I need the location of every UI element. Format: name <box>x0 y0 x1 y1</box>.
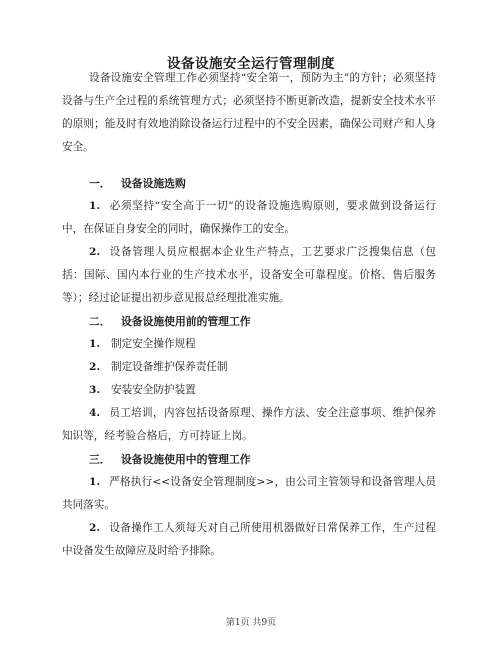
item-text: 严格执行<<设备安全管理制度>>，由公司主管领导和设备管理人员共同落实。 <box>62 476 436 511</box>
item-text: 设备操作工人须每天对自己所使用机器做好日常保养工作，生产过程中设备发生故障应及时给予排除。 <box>62 522 436 557</box>
page-footer: 第1页 共9页 <box>225 618 277 628</box>
section-2-title: 设备设施使用前的管理工作 <box>121 315 251 328</box>
item-number: 2. <box>89 246 101 258</box>
item-text: 制定设备维护保养责任制 <box>111 361 228 373</box>
item-number: 2. <box>89 522 101 534</box>
document-title: 设备设施安全运行管理制度 <box>167 56 335 72</box>
section-3-number: 三． <box>89 453 111 466</box>
section-1-item-1 <box>62 195 436 241</box>
section-3-title: 设备设施使用中的管理工作 <box>121 453 251 466</box>
item-text: 必须坚持“安全高于一切”的设备设施选购原则，要求做到设备运行中，在保证自身安全的同时，确保操作工的安全。 <box>62 200 436 235</box>
item-text: 设备管理人员应根据本企业生产特点，工艺要求广泛搜集信息（包括：国际、国内本行业的生产技术水平，设备安全可靠程度。价格、售后服务等）；经过论证提出初步意见报总经理批准实施。 <box>62 246 436 304</box>
section-2-heading <box>89 310 251 333</box>
section-3-item-1 <box>62 471 436 517</box>
item-text: 安装安全防护装置 <box>111 384 196 396</box>
item-text: 员工培训，内容包括设备原理、操作方法、安全注意事项、维护保养知识等，经考验合格后，方可持证上岗。 <box>62 407 436 442</box>
section-1-item-2 <box>62 241 436 310</box>
section-2-item-2 <box>89 356 228 379</box>
section-1-number: 一． <box>89 177 111 190</box>
intro-paragraph: 设备设施安全管理工作必须坚持“安全第一，预防为主”的方针；必须坚持设备与生产全过程的系统管理方式；必须坚持不断更新改造，提新安全技术水平的原则；能及时有效地消除设备运行过程中的不安全因素，确保公司财产和人身安全。 <box>62 72 436 153</box>
section-1-title: 设备设施选购 <box>121 177 186 190</box>
item-number: 1. <box>89 200 101 212</box>
section-3-heading <box>89 448 251 471</box>
item-number: 4. <box>89 407 101 419</box>
item-number: 1. <box>89 338 101 350</box>
section-1-heading <box>89 172 186 195</box>
item-number: 3. <box>89 384 101 396</box>
item-number: 2. <box>89 361 101 373</box>
item-text: 制定安全操作规程 <box>111 338 196 350</box>
section-2-item-4 <box>62 402 436 448</box>
section-2-item-1 <box>89 333 196 356</box>
item-number: 1. <box>89 476 101 488</box>
section-3-item-2 <box>62 517 436 563</box>
section-2-number: 二． <box>89 315 111 328</box>
section-2-item-3 <box>89 379 196 402</box>
